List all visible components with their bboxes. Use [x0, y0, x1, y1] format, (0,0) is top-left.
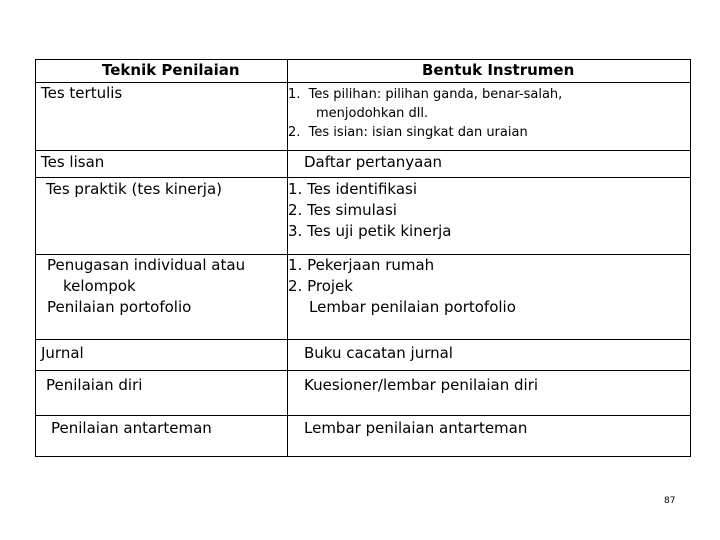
technique-text: kelompok	[63, 277, 136, 295]
instrument-line: 2. Tes simulasi	[288, 201, 397, 219]
technique-text: Tes lisan	[41, 153, 105, 171]
instrument-cell	[288, 371, 691, 416]
instrument-cell	[288, 83, 691, 151]
instrument-cell	[288, 255, 691, 340]
technique-text: Tes praktik (tes kinerja)	[46, 180, 223, 198]
instrument-line: 3. Tes uji petik kinerja	[288, 222, 452, 240]
instrument-line: Buku cacatan jurnal	[304, 344, 453, 362]
technique-cell	[36, 340, 288, 371]
header-technique: Teknik Penilaian	[102, 61, 240, 79]
table-row	[36, 416, 691, 457]
technique-cell	[36, 178, 288, 255]
header-technique-cell	[36, 60, 288, 83]
table-row	[36, 151, 691, 178]
technique-text: Penugasan individual atau	[47, 256, 246, 274]
instrument-line: Lembar penilaian portofolio	[309, 298, 516, 316]
instrument-line: 1. Tes pilihan: pilihan ganda, benar-salah,	[288, 87, 563, 102]
technique-text: Penilaian antarteman	[51, 419, 212, 437]
table-row	[36, 340, 691, 371]
page-number: 87	[664, 496, 676, 506]
table-row	[36, 178, 691, 255]
technique-text: Tes tertulis	[41, 84, 123, 102]
instrument-line: 1. Tes identifikasi	[288, 180, 418, 198]
technique-cell	[36, 151, 288, 178]
table-row	[36, 83, 691, 151]
instrument-line: Lembar penilaian antarteman	[304, 419, 528, 437]
header-instrument: Bentuk Instrumen	[422, 61, 575, 79]
technique-cell	[36, 416, 288, 457]
header-instrument-cell	[288, 60, 691, 83]
instrument-cell	[288, 340, 691, 371]
technique-cell	[36, 83, 288, 151]
instrument-line: Kuesioner/lembar penilaian diri	[304, 376, 539, 394]
instrument-cell	[288, 178, 691, 255]
instrument-line: Daftar pertanyaan	[304, 153, 443, 171]
table-header-row	[36, 60, 691, 83]
instrument-line: 2. Projek	[288, 277, 353, 295]
technique-text: Penilaian portofolio	[47, 298, 192, 316]
table-row	[36, 255, 691, 340]
instrument-cell	[288, 416, 691, 457]
table-row	[36, 371, 691, 416]
technique-text: Jurnal	[41, 344, 84, 362]
technique-cell	[36, 371, 288, 416]
instrument-cell	[288, 151, 691, 178]
assessment-table	[35, 59, 690, 451]
instrument-line: 2. Tes isian: isian singkat dan uraian	[288, 125, 528, 140]
instrument-line: menjodohkan dll.	[316, 106, 429, 121]
instrument-line: 1. Pekerjaan rumah	[288, 256, 435, 274]
technique-cell	[36, 255, 288, 340]
technique-text: Penilaian diri	[46, 376, 143, 394]
